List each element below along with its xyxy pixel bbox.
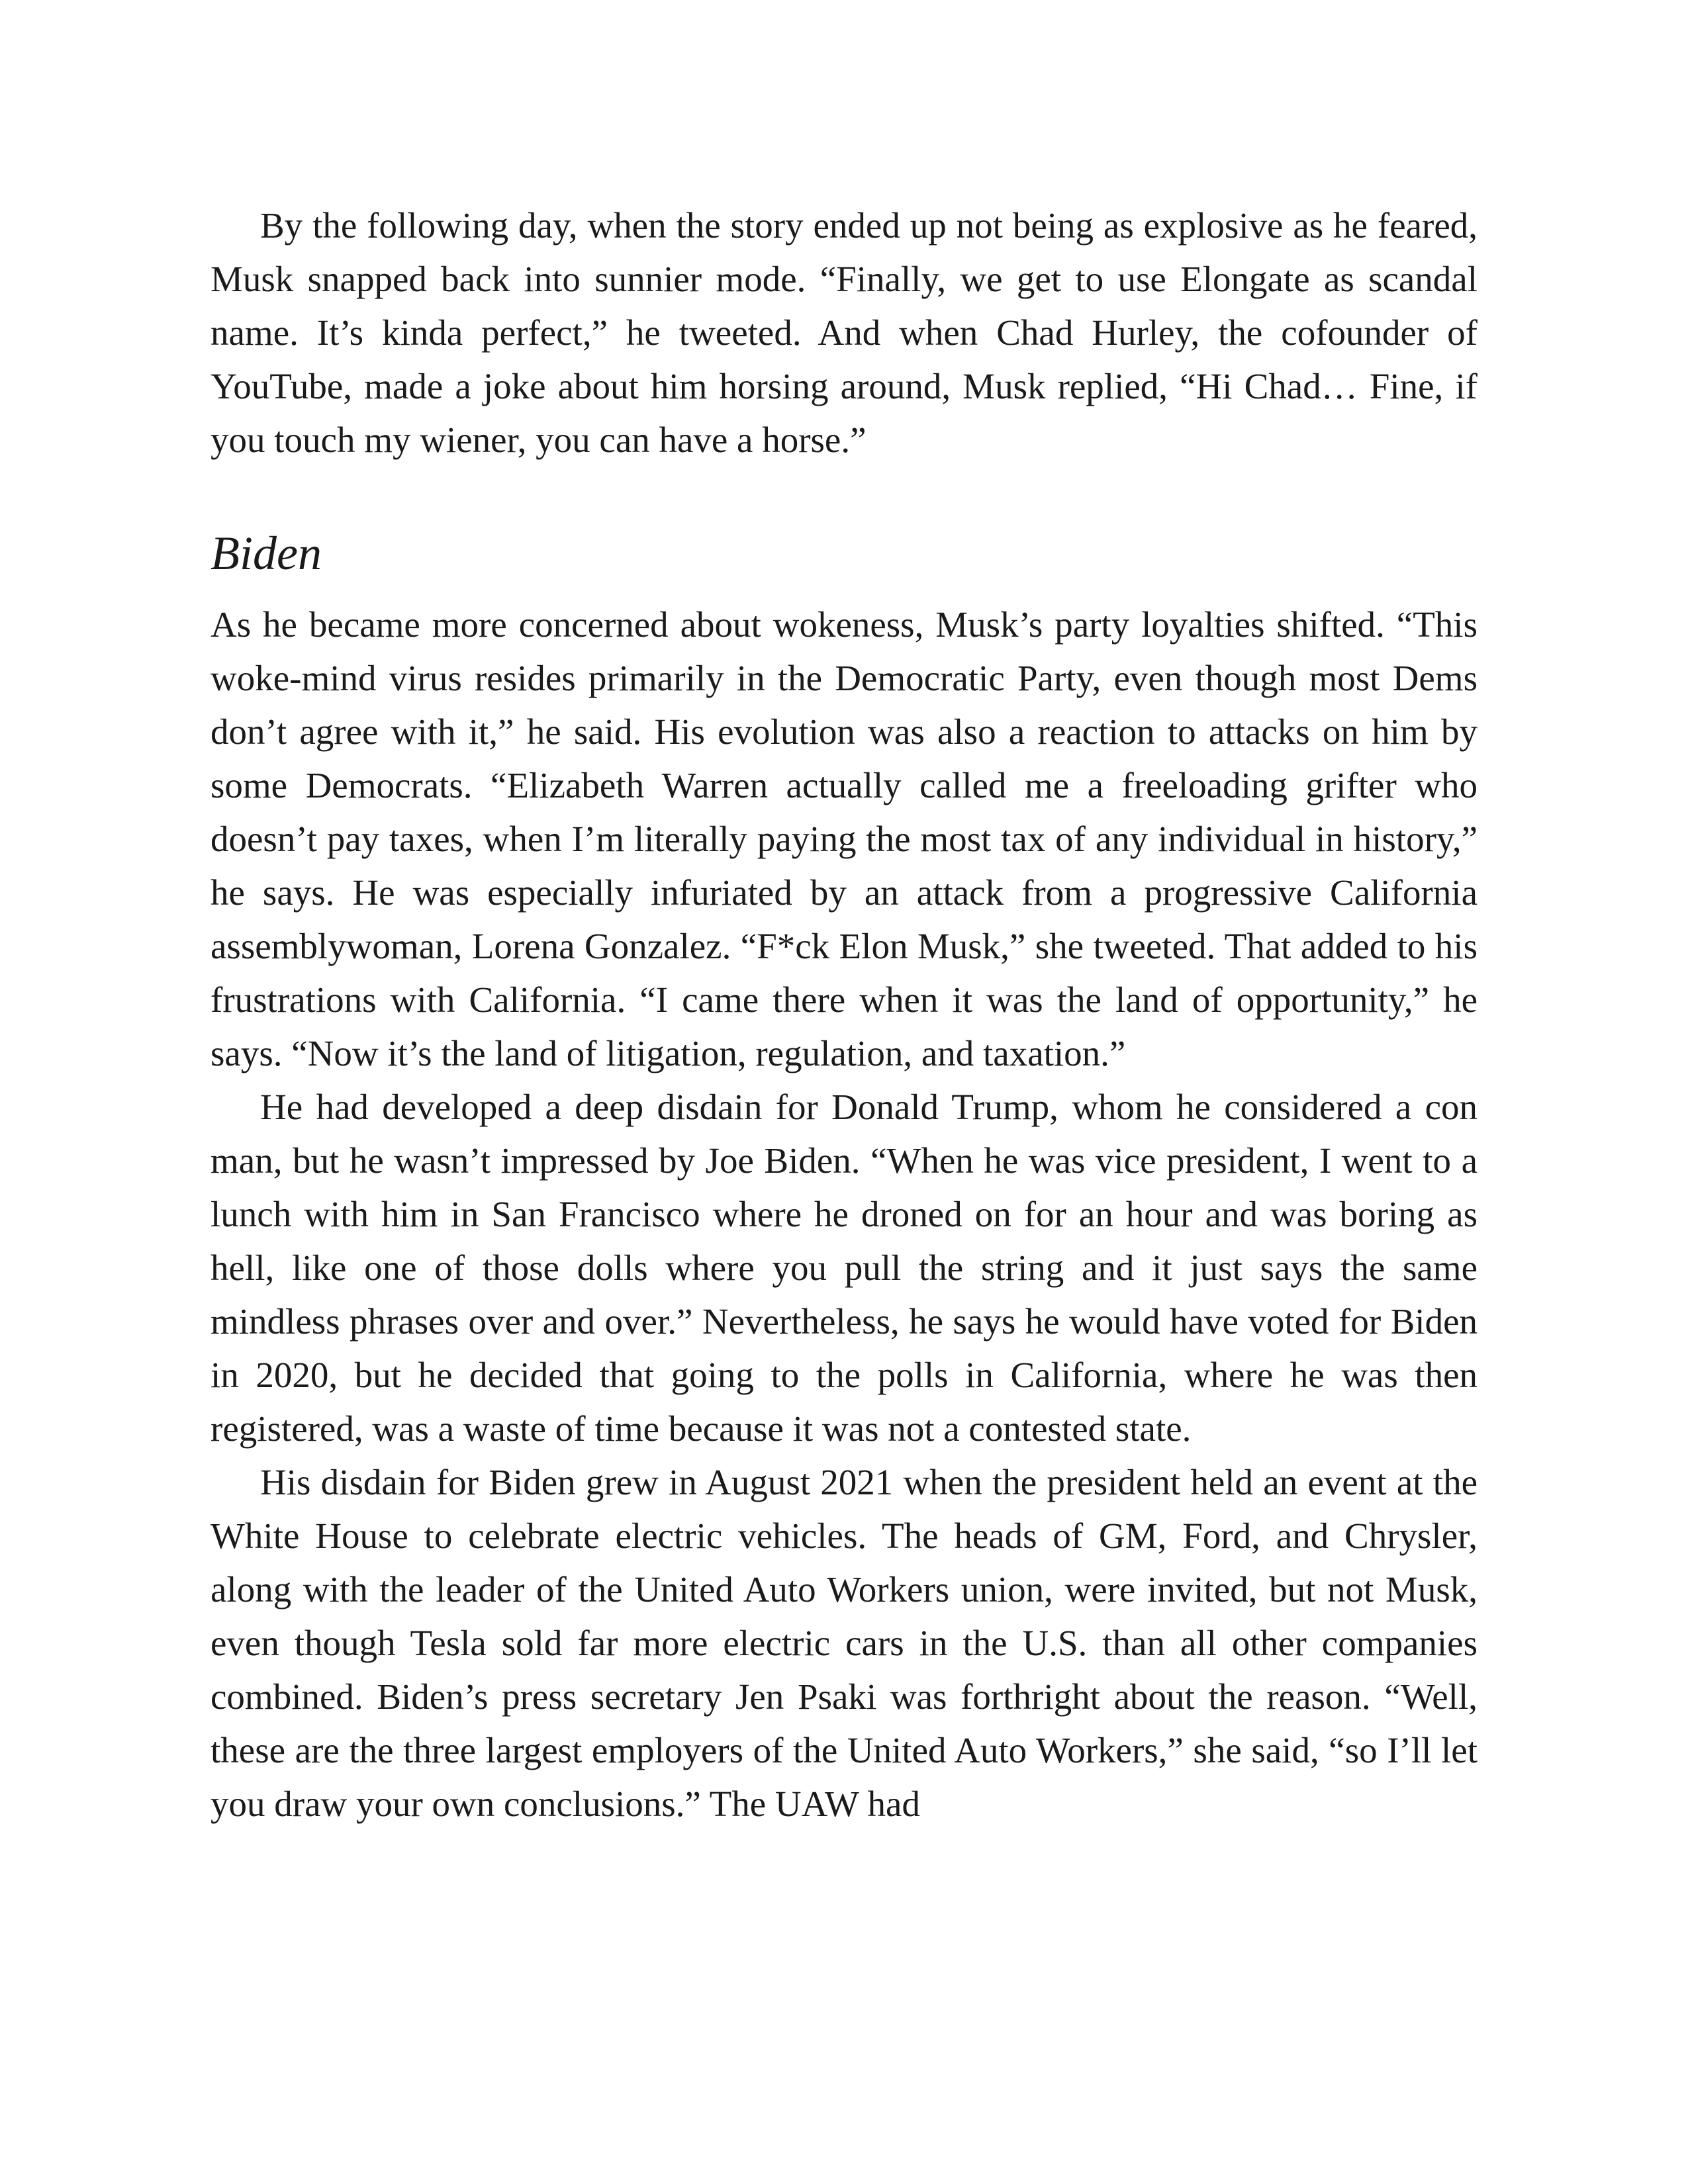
section-heading-biden: Biden [211,527,322,580]
paragraph-white-house-event: His disdain for Biden grew in August 2021 when the president held an event at the White House to celebrate electric vehicles. The heads of GM, Ford, and Chrysler, along with the leader of the United Auto Workers union, were invited, but not Musk, even though Tesla sold far more electric cars in the U.S. than all other companies combined. Biden’s press secretary Jen Psaki was forthright about the reason. “Well, these are the three largest employers of the United Auto Workers,” she said, “so I’ll let you draw your own conclusions.” The UAW had [211,1462,1477,1824]
paragraph-trump-biden: He had developed a deep disdain for Donald Trump, whom he considered a con man, but he wasn’t impressed by Joe Biden. “When he was vice president, I went to a lunch with him in San Francisco where he droned on for an hour and was boring as hell, like one of those dolls where you pull the string and it just says the same mindless phrases over and over.” Nevertheless, he says he would have voted for Biden in 2020, but he decided that going to the polls in California, where he was then registered, was a waste of time because it was not a contested state. [211,1087,1477,1449]
book-page [211,199,1477,1831]
paragraph-party-loyalties: As he became more concerned about wokeness, Musk’s party loyalties shifted. “This woke-mind virus resides primarily in the Democratic Party, even though most Dems don’t agree with it,” he said. His evolution was also a reaction to attacks on him by some Democrats. “Elizabeth Warren actually called me a freeloading grifter who doesn’t pay taxes, when I’m literally paying the most tax of any individual in history,” he says. He was especially infuriated by an attack from a progressive California assemblywoman, Lorena Gonzalez. “F*ck Elon Musk,” she tweeted. That added to his frustrations with California. “I came there when it was the land of opportunity,” he says. “Now it’s the land of litigation, regulation, and taxation.” [211,604,1477,1073]
paragraph-elongate: By the following day, when the story ended up not being as explosive as he feared, Musk snapped back into sunnier mode. “Finally, we get to use Elongate as scandal name. It’s kinda perfect,” he tweeted. And when Chad Hurley, the cofounder of YouTube, made a joke about him horsing around, Musk replied, “Hi Chad… Fine, if you touch my wiener, you can have a horse.” [211,205,1477,460]
